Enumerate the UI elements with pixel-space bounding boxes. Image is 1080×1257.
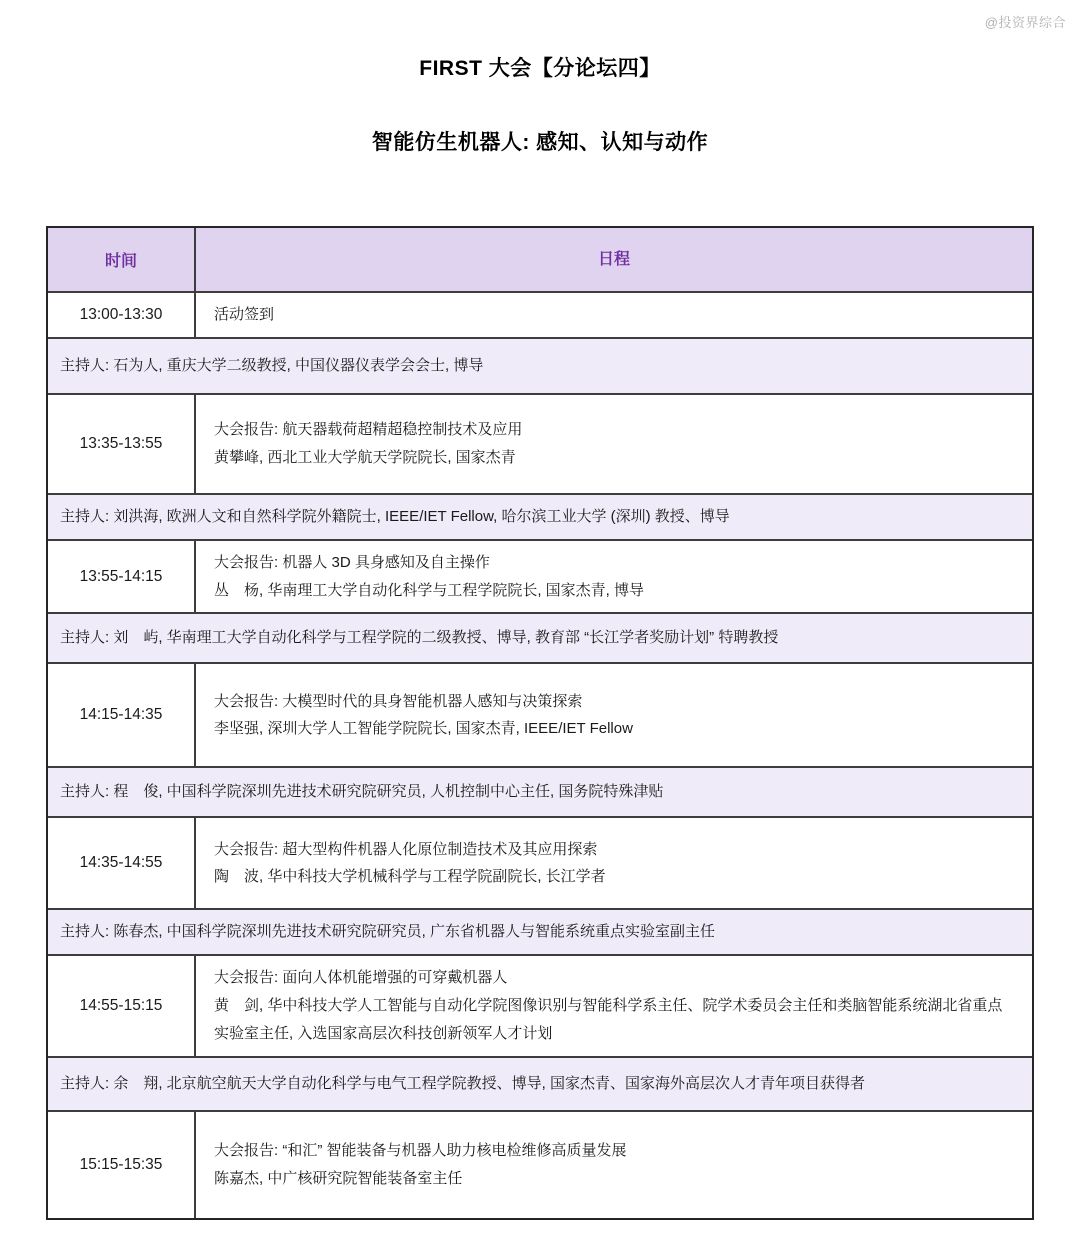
- table-row-session: [48, 662, 1032, 766]
- session-time: 15:15-15:35: [48, 1112, 196, 1218]
- session-agenda: [196, 395, 1032, 493]
- session-title: 大会报告: 超大型构件机器人化原位制造技术及其应用探索: [214, 840, 598, 858]
- table-row-session: [48, 539, 1032, 613]
- agenda-table: [46, 226, 1034, 1220]
- table-row-moderator: [48, 493, 1032, 539]
- table-row-session: [48, 1110, 1032, 1218]
- table-row-moderator: [48, 1056, 1032, 1110]
- session-title: 大会报告: “和汇” 智能装备与机器人助力核电检维修高质量发展: [214, 1141, 627, 1159]
- session-speaker: 陶 波, 华中科技大学机械科学与工程学院副院长, 长江学者: [214, 868, 606, 886]
- table-row-session: [48, 816, 1032, 908]
- moderator-text: 主持人: 石为人, 重庆大学二级教授, 中国仪器仪表学会会士, 博导: [60, 356, 484, 374]
- table-row-moderator: [48, 337, 1032, 393]
- session-agenda: [196, 956, 1032, 1055]
- session-time: 14:35-14:55: [48, 818, 196, 908]
- session-speaker: 丛 杨, 华南理工大学自动化科学与工程学院院长, 国家杰青, 博导: [214, 581, 645, 599]
- table-header-row: [48, 228, 1032, 291]
- session-time: 13:35-13:55: [48, 395, 196, 493]
- session-time: 14:55-15:15: [48, 956, 196, 1055]
- column-header-time: 时间: [48, 228, 196, 291]
- session-title: 大会报告: 机器人 3D 具身感知及自主操作: [214, 553, 490, 571]
- column-header-agenda: 日程: [597, 250, 630, 268]
- page-subtitle: 智能仿生机器人: 感知、认知与动作: [371, 131, 709, 154]
- session-agenda: [196, 293, 1032, 337]
- session-agenda: [196, 818, 1032, 908]
- moderator-text: 主持人: 刘 屿, 华南理工大学自动化科学与工程学院的二级教授、博导, 教育部 “长江学者奖励计划” 特聘教授: [60, 629, 779, 647]
- session-speaker: 李坚强, 深圳大学人工智能学院院长, 国家杰青, IEEE/IET Fellow: [214, 720, 633, 738]
- table-row-session: [48, 954, 1032, 1055]
- table-row-moderator: [48, 908, 1032, 954]
- moderator-text: 主持人: 程 俊, 中国科学院深圳先进技术研究院研究员, 人机控制中心主任, 国务院特殊津贴: [60, 783, 664, 801]
- session-time: 13:00-13:30: [48, 293, 196, 337]
- table-row-moderator: [48, 612, 1032, 662]
- session-agenda: [196, 664, 1032, 766]
- table-row-session: [48, 393, 1032, 493]
- watermark: @投资界综合: [984, 15, 1066, 30]
- session-title: 活动签到: [214, 306, 275, 323]
- session-speaker: 黄攀峰, 西北工业大学航天学院院长, 国家杰青: [214, 448, 516, 466]
- session-speaker: 黄 剑, 华中科技大学人工智能与自动化学院图像识别与智能科学系主任、院学术委员会主任和类脑智能系统湖北省重点实验室主任, 入选国家高层次科技创新领军人才计划: [214, 997, 1003, 1042]
- moderator-text: 主持人: 余 翔, 北京航空航天大学自动化科学与电气工程学院教授、博导, 国家杰青、国家海外高层次人才青年项目获得者: [60, 1074, 866, 1092]
- session-speaker: 陈嘉杰, 中广核研究院智能装备室主任: [214, 1169, 463, 1187]
- session-title: 大会报告: 面向人体机能增强的可穿戴机器人: [214, 969, 508, 987]
- session-agenda: [196, 1112, 1032, 1218]
- moderator-text: 主持人: 刘洪海, 欧洲人文和自然科学院外籍院士, IEEE/IET Fellow, 哈尔滨工业大学 (深圳) 教授、博导: [60, 507, 730, 525]
- table-row-session: [48, 291, 1032, 337]
- session-time: 14:15-14:35: [48, 664, 196, 766]
- page-title: FIRST 大会【分论坛四】: [419, 57, 661, 80]
- session-title: 大会报告: 大模型时代的具身智能机器人感知与决策探索: [214, 692, 583, 710]
- table-row-moderator: [48, 766, 1032, 816]
- session-time: 13:55-14:15: [48, 541, 196, 613]
- session-title: 大会报告: 航天器载荷超精超稳控制技术及应用: [214, 421, 523, 438]
- session-agenda: [196, 541, 1032, 613]
- moderator-text: 主持人: 陈春杰, 中国科学院深圳先进技术研究院研究员, 广东省机器人与智能系统重点实验室副主任: [60, 923, 716, 941]
